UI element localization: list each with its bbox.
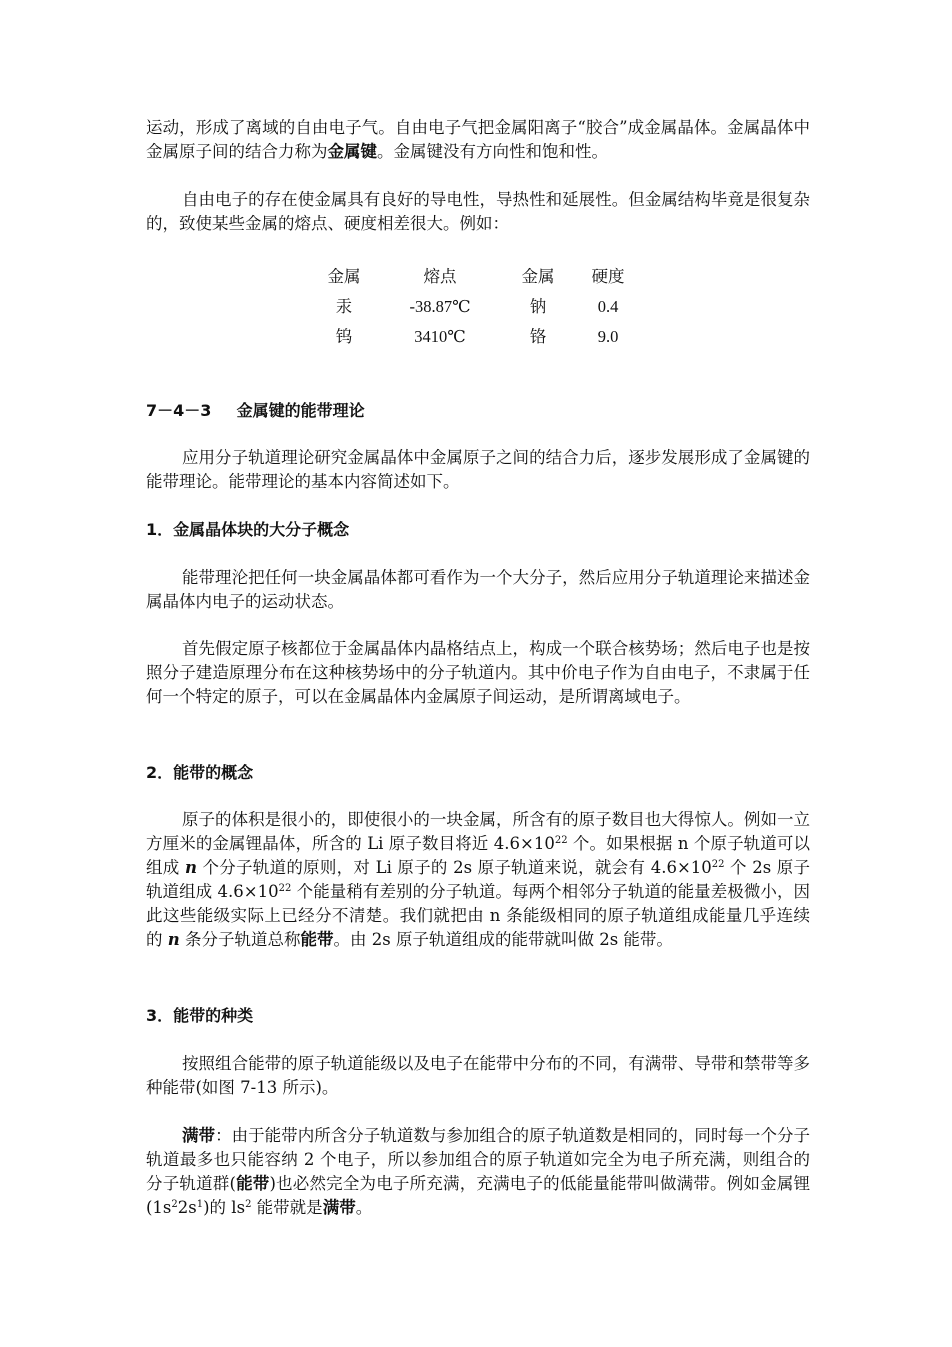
subsection-1-paragraph-2 (146, 637, 810, 709)
paragraph-text: 首先假定原子核都位于金属晶体内晶格结点上，构成一个联合核势场；然后电子也是按照分子建造原理分布在这种核势场中的分子轨道内。其中价电子作为自由电子，不隶属于任何一个特定的原子，可以在金属晶体内金属原子间运动，是所谓离域电子。 (146, 639, 810, 706)
text-run: 原子的体积是很小的，即使很小的一块金属，所含有的原子数目也大得惊人。例如一立方厘米的金属锂晶体，所含的 Li 原子数目将近 4.6×10 (146, 810, 810, 853)
exponent: 22 (711, 859, 725, 870)
table-header-cell: 熔点 (423, 267, 457, 286)
section-heading (146, 399, 810, 423)
text-run: )的 ls (203, 1198, 246, 1217)
text-run: 个。如果根据 n 个原子轨道可以组成 (146, 834, 810, 877)
subsection-2-paragraph (146, 808, 810, 952)
table-cell: 钨 (335, 327, 353, 346)
exponent: 22 (278, 883, 292, 894)
table-row (312, 322, 644, 352)
table-header-cell: 金属 (327, 267, 361, 286)
metallic-bond-term: 金属键 (327, 142, 377, 161)
subsection-3-paragraph-1 (146, 1052, 810, 1100)
text-run: 个 2s 原子轨道组成 4.6×10 (146, 858, 811, 901)
exponent: 22 (554, 835, 568, 846)
intro-paragraph-1 (146, 116, 810, 164)
text-run: 个能量稍有差别的分子轨道。每两个相邻分子轨道的能量差极微小，因此这些能级实际上已经分不清楚。我们就把由 n 条能级相同的原子轨道组成能量几乎连续的 (146, 882, 811, 949)
text-run: ：由于能带内所含分子轨道数与参加组合的原子轨道数是相同的，同时每一个分子轨道最多也只能容纳 2 个电子，所以参加组合的原子轨道如完全为电子所充满，则组合的分子轨道群( (146, 1126, 811, 1193)
table-cell: 钠 (529, 297, 547, 316)
table-row (312, 292, 644, 322)
intro-text: 运动，形成了离域的自由电子气。自由电子气把金属阳离子“胶合”成金属晶体。金属晶体中金属原子间的结合力称为 (146, 118, 810, 161)
text-run: 。由 2s 原子轨道组成的能带就叫做 2s 能带。 (333, 930, 673, 949)
table-cell: 3410℃ (414, 327, 466, 346)
energy-band-term: 能带 (300, 930, 334, 949)
section-title: 金属键的能带理论 (236, 401, 365, 420)
intro-paragraph-2-text: 自由电子的存在使金属具有良好的导电性，导热性和延展性。但金属结构毕竟是很复杂的，致使某些金属的熔点、硬度相差很大。例如： (146, 190, 810, 233)
table-header-cell: 金属 (521, 267, 555, 286)
subsection-1-paragraph-1 (146, 566, 810, 614)
variable-n: n (167, 930, 180, 949)
text-run: )也必然完全为电子所充满，充满电子的低能量能带叫做满带。例如金属锂(1s (146, 1174, 811, 1217)
metal-properties-table (312, 262, 644, 352)
paragraph-text: 能带理沦把任何一块金属晶体都可看作为一个大分子，然后应用分子轨道理论来描述金属晶体内电子的运动状态。 (146, 568, 810, 611)
text-run: 条分子轨道总称 (179, 930, 301, 949)
paragraph-text: 按照组合能带的原子轨道能级以及电子在能带中分布的不同，有满带、导带和禁带等多种能带(如图 7-13 所示)。 (146, 1054, 810, 1097)
table-cell: 铬 (529, 327, 547, 346)
text-run: 个分子轨道的原则，对 Li 原子的 2s 原子轨道来说，就会有 4.6×10 (197, 858, 712, 877)
superscript: 2 (171, 1199, 178, 1210)
table-cell: 汞 (335, 297, 353, 316)
text-run: 。 (355, 1198, 373, 1217)
variable-n: n (185, 858, 198, 877)
intro-paragraph-2 (146, 188, 810, 236)
section-number: 7－4－3 (146, 401, 212, 420)
superscript: 1 (196, 1199, 204, 1210)
full-band-term: 满带 (322, 1198, 356, 1217)
text-run: 2s (177, 1198, 197, 1217)
subsection-2-heading: 2．能带的概念 (146, 763, 254, 782)
energy-band-term: 能带 (235, 1174, 270, 1193)
table-header-cell: 硬度 (591, 267, 625, 286)
table-header-row (312, 262, 644, 292)
superscript: 2 (245, 1199, 252, 1210)
table-cell: -38.87℃ (409, 297, 471, 316)
subsection-3-paragraph-2 (146, 1124, 810, 1220)
section-intro-text: 应用分子轨道理论研究金属晶体中金属原子之间的结合力后，逐步发展形成了金属键的能带理论。能带理论的基本内容简述如下。 (146, 448, 810, 491)
section-intro (146, 446, 810, 494)
table-cell: 9.0 (597, 327, 619, 346)
subsection-1-heading: 1．金属晶体块的大分子概念 (146, 520, 350, 539)
text-run: 能带就是 (251, 1198, 323, 1217)
subsection-3-heading: 3．能带的种类 (146, 1006, 254, 1025)
intro-text-end: 。金属键没有方向性和饱和性。 (377, 142, 608, 161)
full-band-label: 满带 (182, 1126, 216, 1145)
table-cell: 0.4 (597, 297, 619, 316)
